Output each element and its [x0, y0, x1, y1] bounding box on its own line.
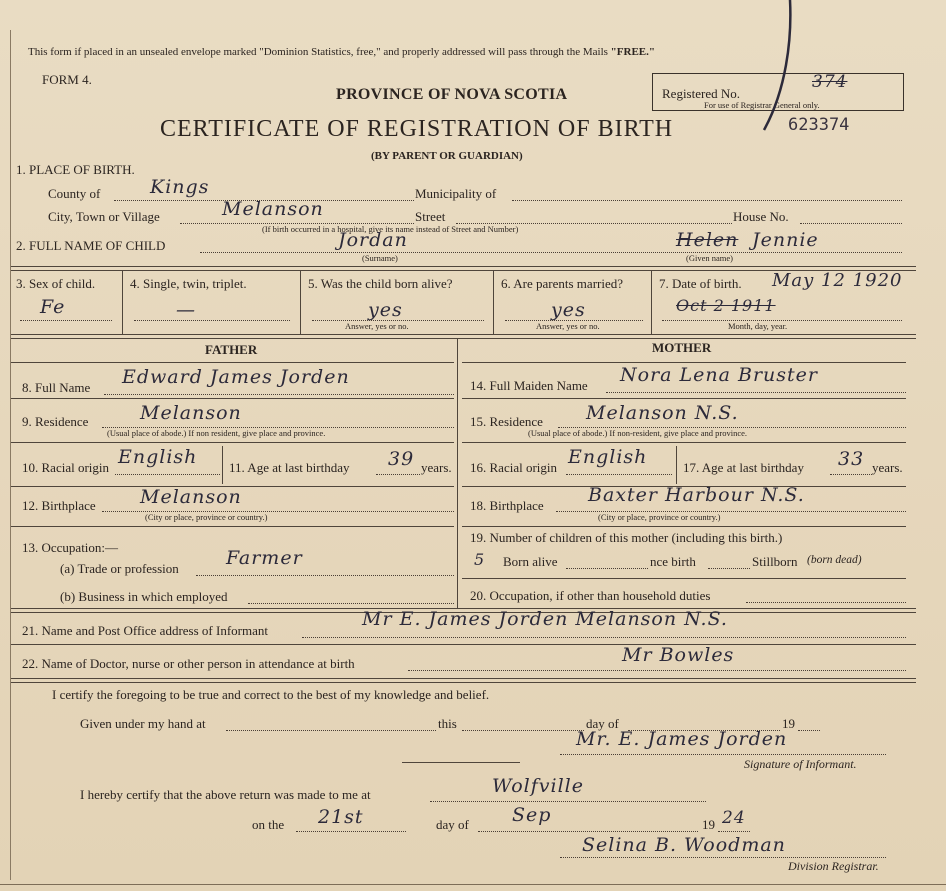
father-business-label: (b) Business in which employed — [60, 589, 228, 604]
mother-birthplace-caption: (City or place, province or country.) — [598, 512, 721, 522]
province-title: PROVINCE OF NOVA SCOTIA — [336, 86, 568, 103]
on-day-line — [296, 831, 406, 832]
doctor-line — [408, 670, 906, 671]
city-label: City, Town or Village — [48, 209, 160, 224]
father-occupation-label: 13. Occupation:— — [22, 540, 119, 555]
place-of-birth-heading: 1. PLACE OF BIRTH. — [16, 162, 135, 177]
certify-statement: I certify the foregoing to be true and correct to the best of my knowledge and belief. — [52, 687, 490, 702]
mother-residence-label: 15. Residence — [470, 414, 543, 429]
divider-row3-top — [10, 266, 916, 267]
father-name-value: Edward James Jorden — [122, 366, 350, 388]
born-alive-caption: Answer, yes or no. — [345, 321, 409, 331]
return-place-value: Wolfville — [492, 775, 584, 797]
city-value: Melanson — [222, 198, 324, 220]
dob-label: 7. Date of birth. — [659, 276, 742, 291]
divider-parents-top2 — [10, 338, 916, 339]
father-racial-value: English — [118, 446, 198, 468]
day-of-label-2: day of — [436, 817, 469, 832]
mother-stillborn-note: (born dead) — [807, 554, 862, 566]
divider-col-5 — [300, 270, 301, 334]
father-birthplace-label: 12. Birthplace — [22, 498, 96, 513]
informant-value: Mr E. James Jorden Melanson N.S. — [362, 608, 728, 630]
divider-col-6 — [493, 270, 494, 334]
child-name-line — [200, 252, 902, 253]
mother-heading: MOTHER — [652, 340, 712, 355]
father-name-label: 8. Full Name — [22, 380, 91, 395]
mother-age-divider — [676, 446, 677, 484]
father-trade-line — [196, 575, 454, 576]
left-margin-rule — [10, 30, 11, 880]
municipality-line — [512, 200, 902, 201]
street-label: Street — [415, 209, 446, 224]
form-number: FORM 4. — [42, 72, 92, 87]
father-age-line — [376, 474, 420, 475]
dob-caption: Month, day, year. — [728, 321, 788, 331]
father-birthplace-caption: (City or place, province or country.) — [145, 512, 268, 522]
mother-racial-value: English — [568, 446, 648, 468]
mother-age-label: 17. Age at last birthday — [683, 460, 804, 475]
parents-married-value: yes — [551, 299, 586, 321]
return-year-label: 19 — [702, 817, 715, 832]
father-head-rule — [10, 362, 454, 363]
child-given-struck: Helen — [676, 229, 739, 251]
return-place-line — [430, 801, 706, 802]
mail-notice-free: "FREE." — [610, 46, 655, 58]
registrar-signature: Selina B. Woodman — [582, 834, 786, 856]
father-age-value: 39 — [388, 448, 415, 470]
mother-residence-value: Melanson N.S. — [586, 402, 739, 424]
divider-cert-top2 — [10, 682, 916, 683]
dob-value: May 12 1920 — [772, 270, 903, 291]
on-the-label: on the — [252, 817, 285, 832]
page-title: CERTIFICATE OF REGISTRATION OF BIRTH — [160, 116, 674, 142]
registered-label: Registered No. — [662, 86, 740, 101]
father-rule-4 — [10, 526, 454, 527]
father-birthplace-value: Melanson — [140, 486, 242, 508]
mother-residence-caption: (Usual place of abode.) If non-resident, give place and province. — [528, 428, 748, 438]
father-age-divider — [222, 446, 223, 484]
on-day-value: 21st — [318, 806, 364, 828]
parents-married-label: 6. Are parents married? — [501, 276, 624, 291]
return-year-value: 24 — [722, 808, 746, 828]
this-day-line — [462, 730, 584, 731]
mail-notice — [28, 46, 655, 58]
doctor-label: 22. Name of Doctor, nurse or other person in attendance at birth — [22, 656, 355, 671]
given-place-line — [226, 730, 436, 731]
mother-name-value: Nora Lena Bruster — [620, 364, 818, 386]
father-name-line — [104, 394, 454, 395]
mother-years-label: years. — [872, 460, 903, 475]
plurality-value: — — [176, 299, 196, 321]
year-line — [798, 730, 820, 731]
father-residence-caption: (Usual place of abode.) If non resident, give place and province. — [107, 428, 326, 438]
mother-age-line — [830, 474, 872, 475]
father-years-label: years. — [421, 460, 452, 475]
divider-col-7 — [651, 270, 652, 334]
county-value: Kings — [150, 176, 210, 198]
return-month-value: Sep — [512, 804, 552, 826]
divider-parents-top — [10, 334, 916, 335]
child-name-label: 2. FULL NAME OF CHILD — [16, 238, 166, 253]
registrar-caption: Division Registrar. — [788, 859, 879, 873]
mother-children-label: 19. Number of children of this mother (including this birth.) — [470, 530, 783, 545]
father-business-line — [248, 603, 454, 604]
mother-name-line — [606, 392, 906, 393]
child-given-name: Jennie — [752, 229, 819, 251]
father-heading: FATHER — [205, 342, 258, 357]
informant-signature-line — [560, 754, 886, 755]
mother-stillborn-label: Stillborn — [752, 554, 798, 569]
mother-birthplace-label: 18. Birthplace — [470, 498, 544, 513]
sex-value: Fe — [40, 296, 66, 318]
informant-label: 21. Name and Post Office address of Informant — [22, 623, 268, 638]
father-trade-value: Farmer — [226, 547, 303, 569]
born-alive-label: 5. Was the child born alive? — [308, 276, 453, 291]
house-line — [800, 223, 902, 224]
return-year-line — [718, 831, 750, 832]
informant-signature: Mr. E. James Jorden — [576, 728, 788, 750]
informant-signature-caption: Signature of Informant. — [744, 757, 857, 771]
divider-doctor-top — [10, 644, 916, 645]
mother-occupation-line — [746, 602, 906, 603]
mother-racial-line — [566, 474, 672, 475]
father-residence-label: 9. Residence — [22, 414, 89, 429]
mother-born-alive-value: 5 — [474, 550, 486, 569]
hospital-note: (If birth occurred in a hospital, give its name instead of Street and Number) — [262, 224, 519, 234]
mother-rule-1 — [462, 398, 906, 399]
return-label: I hereby certify that the above return was made to me at — [80, 787, 371, 802]
municipality-label: Municipality of — [415, 186, 497, 201]
dob-struck-value: Oct 2 1911 — [676, 296, 776, 315]
plurality-line — [134, 320, 290, 321]
registered-note: For use of Registrar General only. — [704, 100, 820, 110]
mother-living-line — [708, 568, 750, 569]
mother-rule-2 — [462, 442, 906, 443]
given-under-label: Given under my hand at — [80, 716, 206, 731]
surname-caption: (Surname) — [362, 253, 398, 263]
bottom-edge — [0, 884, 946, 885]
pen-stroke-mark — [756, 0, 796, 135]
registrar-signature-line — [560, 857, 886, 858]
return-month-line — [478, 831, 698, 832]
child-surname: Jordan — [338, 229, 408, 251]
doctor-value: Mr Bowles — [622, 644, 735, 666]
divider-parents-middle — [457, 338, 458, 608]
page-subtitle: (BY PARENT OR GUARDIAN) — [371, 150, 523, 162]
mother-born-alive-line — [566, 568, 648, 569]
father-racial-label: 10. Racial origin — [22, 460, 110, 475]
stamped-number: 623374 — [788, 115, 850, 135]
father-age-label: 11. Age at last birthday — [229, 460, 350, 475]
mother-rule-5 — [462, 578, 906, 579]
father-racial-line — [115, 474, 220, 475]
father-rule-1 — [10, 398, 454, 399]
mail-notice-text: This form if placed in an unsealed envelope marked "Dominion Statistics, free," and properly addressed will pass through the Mails — [28, 46, 611, 58]
house-label: House No. — [733, 209, 789, 224]
county-label: County of — [48, 186, 101, 201]
mother-born-alive-label: Born alive — [503, 554, 558, 569]
mother-age-value: 33 — [838, 448, 865, 470]
sex-label: 3. Sex of child. — [16, 276, 96, 291]
separator-rule — [402, 762, 520, 763]
informant-line — [302, 637, 906, 638]
father-rule-2 — [10, 442, 454, 443]
divider-cert-top — [10, 678, 916, 679]
mother-occupation-label: 20. Occupation, if other than household duties — [470, 588, 711, 603]
registered-value: 374 — [812, 72, 848, 92]
father-residence-value: Melanson — [140, 402, 242, 424]
born-alive-value: yes — [368, 299, 403, 321]
given-name-caption: (Given name) — [686, 253, 733, 263]
day-of-label: day of — [586, 716, 619, 731]
mother-living-label: nce birth — [650, 554, 696, 569]
father-trade-label: (a) Trade or profession — [60, 561, 179, 576]
mother-racial-label: 16. Racial origin — [470, 460, 558, 475]
year-prefix-label: 19 — [782, 716, 795, 731]
plurality-label: 4. Single, twin, triplet. — [130, 276, 247, 291]
mother-head-rule — [462, 362, 906, 363]
divider-col-4 — [122, 270, 123, 334]
sex-line — [20, 320, 112, 321]
this-label: this — [438, 716, 457, 731]
mother-rule-4 — [462, 526, 906, 527]
mother-name-label: 14. Full Maiden Name — [470, 378, 588, 393]
parents-married-caption: Answer, yes or no. — [536, 321, 600, 331]
mother-birthplace-value: Baxter Harbour N.S. — [588, 484, 805, 506]
